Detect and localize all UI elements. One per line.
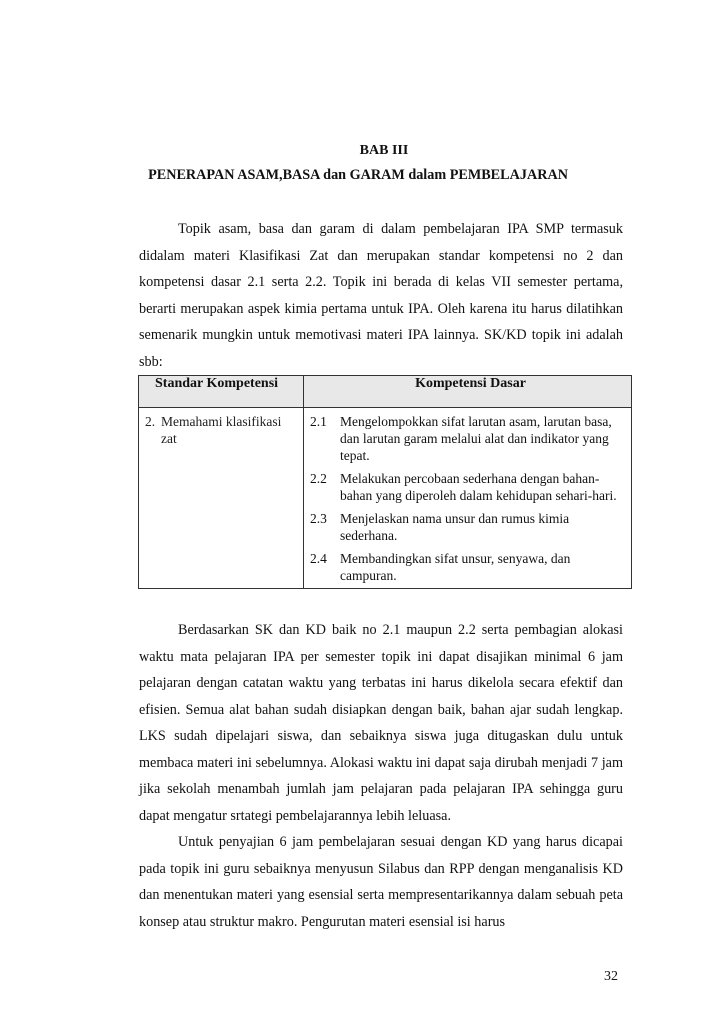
table-row bbox=[139, 408, 632, 589]
kd-item bbox=[310, 413, 627, 464]
kd-text: Mengelompokkan sifat larutan asam, larutan basa, dan larutan garam melalui alat dan indikator yang tepat. bbox=[340, 414, 612, 463]
chapter-heading: BAB III bbox=[359, 143, 409, 158]
table-header-row bbox=[139, 376, 632, 408]
header-kompetensi-dasar: Kompetensi Dasar bbox=[304, 376, 632, 408]
kd-number: 2.1 bbox=[310, 414, 327, 429]
kd-number: 2.2 bbox=[310, 471, 327, 486]
kd-text: Membandingkan sifat unsur, senyawa, dan campuran. bbox=[340, 551, 571, 583]
body-paragraphs bbox=[139, 617, 623, 935]
paragraph-presentation: Untuk penyajian 6 jam pembelajaran sesuai dengan KD yang harus dicapai pada topik ini guru sebaiknya menyusun Silabus dan RPP dengan menganalisis KD dan menentukan materi yang esensial serta mempresentarikannya dalam sebuah peta konsep atau struktur makro. Pengurutan materi esensial isi harus bbox=[139, 834, 623, 930]
sk-text: Memahami klasifikasi zat bbox=[161, 414, 282, 446]
kd-text: Melakukan percobaan sederhana dengan bahan-bahan yang diperoleh dalam kehidupan sehari-hari. bbox=[340, 471, 617, 503]
kd-item bbox=[310, 550, 627, 584]
sk-cell bbox=[139, 408, 304, 589]
kd-cell bbox=[304, 408, 632, 589]
sk-number: 2. bbox=[145, 414, 156, 429]
intro-paragraph bbox=[139, 216, 623, 375]
page-number: 32 bbox=[604, 969, 618, 984]
kd-item bbox=[310, 470, 627, 504]
header-standar-kompetensi: Standar Kompetensi bbox=[139, 376, 304, 408]
paragraph-allocation: Berdasarkan SK dan KD baik no 2.1 maupun 2.2 serta pembagian alokasi waktu mata pelajaran IPA per semester topik ini dapat disajikan minimal 6 jam pelajaran dengan catatan waktu yang terbatas ini harus dikelola secara efektif dan efisien. Semua alat bahan sudah disiapkan dengan baik, bahan ajar sudah lengkap. LKS sudah dipelajari siswa, dan sebaiknya siswa juga ditugaskan dulu untuk membaca materi ini sebelumnya. Alokasi waktu ini dapat saja dirubah menjadi 7 jam jika sekolah menambah jumlah jam pelajaran pada pelajaran IPA sehingga guru dapat mengatur srtategi pembelajarannya lebih leluasa. bbox=[139, 622, 623, 824]
kd-number: 2.3 bbox=[310, 511, 327, 526]
intro-text: Topik asam, basa dan garam di dalam pembelajaran IPA SMP termasuk didalam materi Klasifikasi Zat dan merupakan standar kompetensi no 2 dan kompetensi dasar 2.1 serta 2.2. Topik ini berada di kelas VII semester pertama, berarti merupakan aspek kimia pertama untuk IPA. Oleh karena itu harus dilatihkan semenarik mungkin untuk memotivasi materi IPA lainnya. SK/KD topik ini adalah sbb: bbox=[139, 221, 623, 370]
kd-item bbox=[310, 510, 627, 544]
kd-number: 2.4 bbox=[310, 551, 327, 566]
chapter-title: PENERAPAN ASAM,BASA dan GARAM dalam PEMBELAJARAN bbox=[148, 167, 568, 183]
sk-item bbox=[145, 413, 299, 447]
competency-table bbox=[138, 375, 632, 589]
kd-text: Menjelaskan nama unsur dan rumus kimia sederhana. bbox=[340, 511, 570, 543]
